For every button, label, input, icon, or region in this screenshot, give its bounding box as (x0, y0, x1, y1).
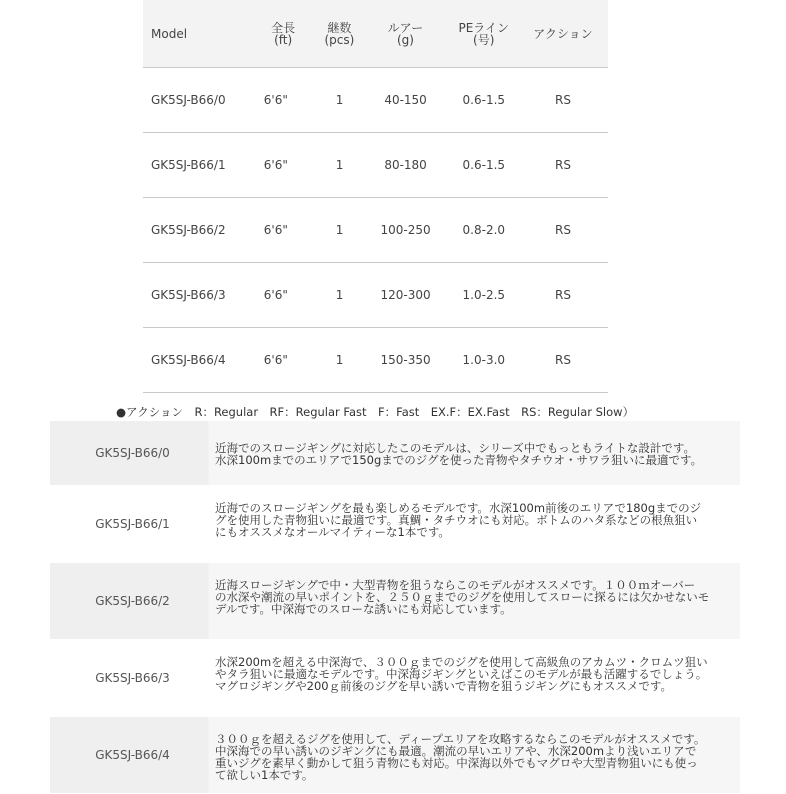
description-line: 重いジグを素早く動かして狙う青物にも対応。中深海以外でもマグロや大型青物狙いにも使っ (215, 756, 698, 770)
cell-pe-line: 1.0-2.5 (462, 288, 506, 302)
description-line: 水深200mを超える中深海で、３００ｇまでのジグを使用して高級魚のアカムツ・クロムツ狙い (215, 655, 708, 669)
cell-length: 6'6" (263, 93, 288, 107)
description-text (215, 486, 740, 562)
table-row (143, 198, 608, 263)
cell-pe-line: 1.0-3.0 (462, 353, 506, 367)
cell-action: RS (555, 288, 571, 302)
header-model: Model (151, 26, 188, 41)
cell-lure: 100-250 (380, 223, 431, 237)
description-row (50, 421, 740, 486)
cell-pieces: 1 (335, 288, 344, 302)
description-model: GK5SJ-B66/1 (95, 517, 170, 531)
cell-action: RS (555, 353, 571, 367)
table-row (143, 263, 608, 328)
description-line: デルです。中深海でのスローな誘いにも対応しています。 (215, 602, 512, 616)
description-row (50, 563, 740, 640)
description-model: GK5SJ-B66/0 (95, 446, 170, 460)
cell-length: 6'6" (263, 353, 288, 367)
header-pe-line: PEライン (号) (458, 20, 509, 47)
action-legend: ●アクション R：Regular RF：Regular Fast F：Fast EX.F：EX.Fast RS：Regular Slow） (116, 405, 635, 419)
description-row (50, 717, 740, 794)
cell-pe-line: 0.6-1.5 (462, 93, 506, 107)
cell-pieces: 1 (335, 93, 344, 107)
header-length: 全長 (ft) (271, 20, 296, 47)
description-row (50, 640, 740, 717)
description-text (215, 563, 740, 639)
cell-pieces: 1 (335, 223, 344, 237)
cell-model: GK5SJ-B66/1 (151, 158, 226, 172)
description-model: GK5SJ-B66/3 (95, 671, 170, 685)
description-table (50, 421, 740, 794)
description-line: やタラ狙いに最適なモデルです。中深海ジギングといえばこのモデルが最も活躍するでしょう。 (215, 667, 708, 681)
cell-lure: 80-180 (384, 158, 427, 172)
description-line: 近海でのスロージギングを最も楽しめるモデルです。水深100m前後のエリアで180gまでのジ (215, 501, 702, 515)
cell-model: GK5SJ-B66/0 (151, 93, 226, 107)
cell-action: RS (555, 223, 571, 237)
cell-pe-line: 0.6-1.5 (462, 158, 506, 172)
description-model: GK5SJ-B66/4 (95, 748, 170, 762)
description-model: GK5SJ-B66/2 (95, 594, 170, 608)
description-line: ３００ｇを超えるジグを使用して、ディープエリアを攻略するならこのモデルがオススメです。 (215, 732, 706, 746)
cell-length: 6'6" (263, 288, 288, 302)
cell-length: 6'6" (263, 223, 288, 237)
description-row (50, 486, 740, 563)
spec-table (143, 0, 608, 393)
table-row (143, 328, 608, 393)
description-text (215, 640, 740, 716)
cell-model: GK5SJ-B66/2 (151, 223, 226, 237)
table-row (143, 133, 608, 198)
header-lure: ルアー (g) (387, 20, 424, 47)
cell-model: GK5SJ-B66/4 (151, 353, 226, 367)
cell-pieces: 1 (335, 158, 344, 172)
description-text (215, 717, 740, 793)
cell-pieces: 1 (335, 353, 344, 367)
cell-lure: 150-350 (380, 353, 431, 367)
cell-pe-line: 0.8-2.0 (462, 223, 506, 237)
table-row (143, 68, 608, 133)
description-line: て欲しい1本です。 (215, 768, 314, 782)
header-pieces: 継数 (pcs) (324, 20, 355, 47)
description-line: の水深や潮流の早いポイントを、２５０ｇまでのジグを使用してスローに探るには欠かせないモ (215, 590, 710, 604)
description-line: 近海スロージギングで中・大型青物を狙うならこのモデルがオススメです。１００ｍオーバー (215, 578, 696, 592)
cell-model: GK5SJ-B66/3 (151, 288, 226, 302)
cell-lure: 40-150 (384, 93, 427, 107)
cell-lure: 120-300 (380, 288, 431, 302)
description-line: 中深海での早い誘いのジギングにも最適。潮流の早いエリアや、水深200mより浅いエリアで (215, 744, 697, 758)
cell-action: RS (555, 158, 571, 172)
description-text (215, 421, 740, 485)
description-line: グを使用した青物狙いに最適です。真鯛・タチウオにも対応。ボトムのハタ系などの根魚狙い (215, 513, 698, 527)
description-line: 近海でのスロージギングに対応したこのモデルは、シリーズ中でもっともライトな設計です。 (215, 441, 696, 455)
description-line: にもオススメなオールマイティーな1本です。 (215, 525, 450, 539)
spec-table-header (143, 0, 608, 68)
cell-action: RS (555, 93, 571, 107)
header-action: アクション (533, 26, 593, 41)
cell-length: 6'6" (263, 158, 288, 172)
description-line: マグロジギングや200ｇ前後のジグを早い誘いで青物を狙うジギングにもオススメです。 (215, 679, 672, 693)
description-line: 水深100mまでのエリアで150gまでのジグを使った青物やタチウオ・サワラ狙いに最適です。 (215, 453, 703, 467)
